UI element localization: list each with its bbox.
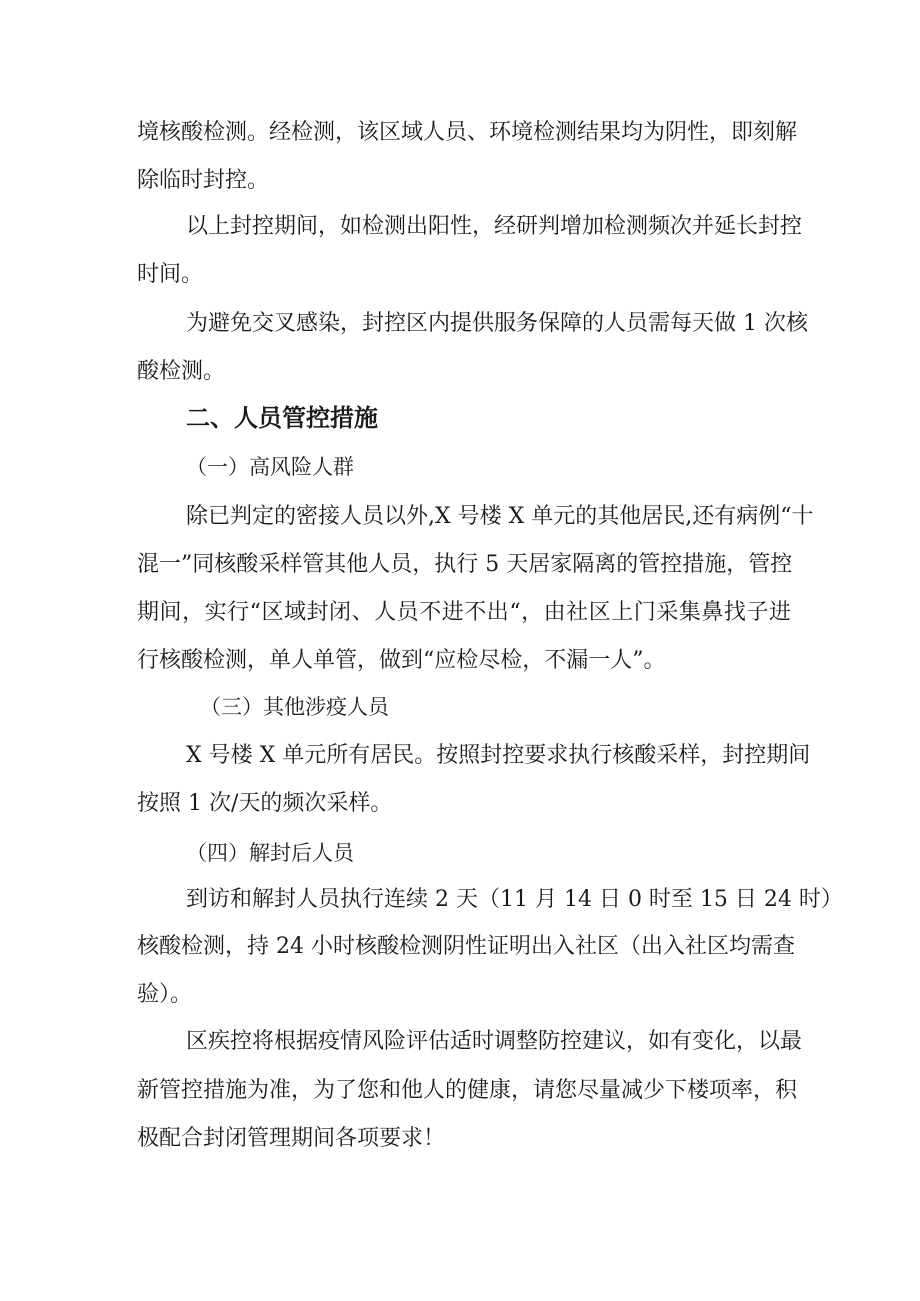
paragraph-line: 除临时封控。 bbox=[137, 168, 270, 193]
paragraph-line: 时间。 bbox=[137, 262, 204, 287]
paragraph-line: 核酸检测，持 24 小时核酸检测阴性证明出入社区（出入社区均需查 bbox=[137, 934, 795, 959]
paragraph-line: 酸检测。 bbox=[137, 359, 226, 384]
paragraph-line: 行核酸检测，单人单管，做到“应检尽检，不漏一人”。 bbox=[137, 648, 666, 673]
paragraph-line: 混一”同核酸采样管其他人员，执行 5 天居家隔离的管控措施，管控 bbox=[137, 552, 793, 577]
paragraph-line: 以上封控期间，如检测出阳性，经研判增加检测频次并延长封控 bbox=[186, 214, 803, 239]
paragraph-line: X 号楼 X 单元所有居民。按照封控要求执行核酸采样，封控期间 bbox=[186, 743, 811, 768]
paragraph-line: 期间，实行“区域封闭、人员不进不出“，由社区上门采集鼻找子进 bbox=[137, 600, 791, 625]
paragraph-line: 境核酸检测。经检测，该区域人员、环境检测结果均为阴性，即刻解 bbox=[137, 120, 798, 145]
section-heading: 二、人员管控措施 bbox=[186, 404, 378, 432]
subsection-heading: （三）其他涉疫人员 bbox=[200, 695, 389, 719]
paragraph-line: 区疾控将根据疫情风险评估适时调整防控建议，如有变化，以最 bbox=[186, 1029, 803, 1054]
subsection-heading: （四）解封后人员 bbox=[186, 841, 354, 865]
paragraph-line: 新管控措施为准，为了您和他人的健康，请您尽量减少下楼项率，积 bbox=[137, 1078, 798, 1103]
subsection-heading: （一）高风险人群 bbox=[186, 455, 354, 479]
paragraph-line: 按照 1 次/天的频次采样。 bbox=[137, 791, 393, 816]
paragraph-line: 为避免交叉感染，封控区内提供服务保障的人员需每天做 1 次核 bbox=[186, 311, 808, 336]
paragraph-line: 到访和解封人员执行连续 2 天（11 月 14 日 0 时至 15 日 24 时） bbox=[186, 887, 843, 912]
paragraph-line: 极配合封闭管理期间各项要求！ bbox=[137, 1126, 446, 1151]
paragraph-line: 验）。 bbox=[137, 982, 193, 1007]
paragraph-line: 除已判定的密接人员以外,X 号楼 X 单元的其他居民,还有病例“十 bbox=[186, 504, 814, 529]
